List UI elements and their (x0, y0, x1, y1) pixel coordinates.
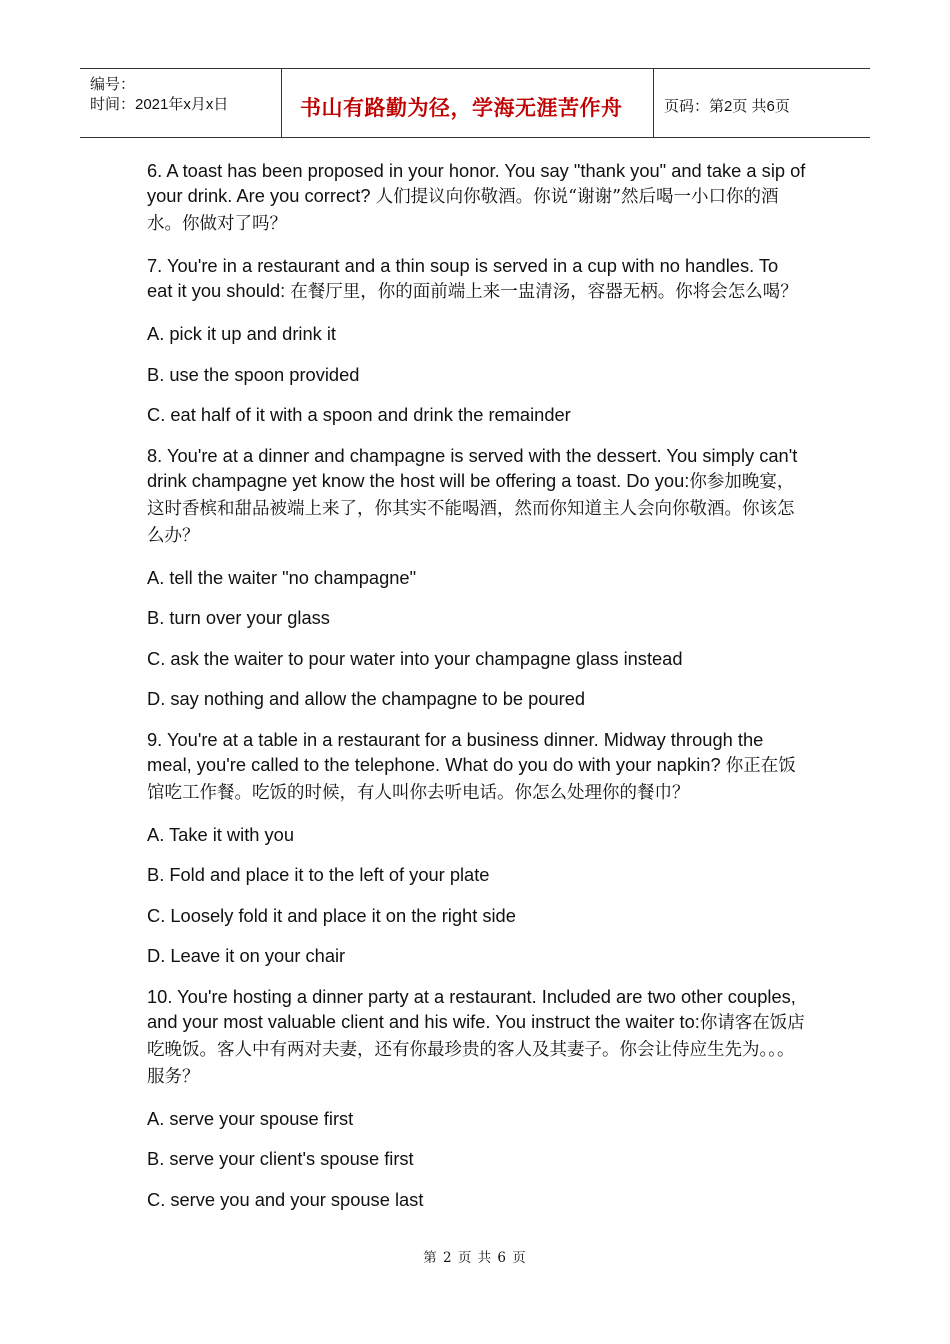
option: B. turn over your glass (147, 607, 330, 628)
motto: 书山有路勤为径，学海无涯苦作舟 (300, 96, 623, 120)
option: C. ask the waiter to pour water into your champagne glass instead (147, 647, 683, 669)
question-8 (147, 443, 807, 549)
option: B. use the spoon provided (147, 363, 360, 385)
question-text-zh: 你正在饭馆吃工作餐。吃饭的时候，有人叫你去听电话。你怎么处理你的餐巾？ (147, 755, 796, 803)
question-text-en: 9. You're at a table in a restaurant for a business dinner. Midway through the meal, you're called to the telephone. What do you do with your napkin? (147, 728, 764, 775)
question-7 (147, 253, 807, 305)
option: D. Leave it on your chair (147, 945, 346, 966)
time-label: 时间：2021年x月x日 (90, 96, 229, 113)
option: A. tell the waiter "no champagne" (147, 566, 417, 588)
option: A. Take it with you (147, 823, 294, 845)
option: B. serve your client's spouse first (147, 1148, 414, 1169)
document-body (147, 158, 807, 1227)
document-header (80, 68, 870, 138)
option: A. serve your spouse first (147, 1107, 354, 1129)
question-6 (147, 158, 807, 237)
question-text-en: 10. You're hosting a dinner party at a restaurant. Included are two other couples, and your most valuable client and his wife. You instruct the waiter to: (147, 985, 796, 1032)
number-label: 编号： (90, 76, 136, 93)
question-9 (147, 727, 807, 806)
option: C. eat half of it with a spoon and drink the remainder (147, 404, 571, 425)
question-text-en: 8. You're at a dinner and champagne is served with the dessert. You simply can't drink champagne yet know the host will be offering a toast. Do you: (147, 444, 798, 491)
page-footer: 第 2 页 共 6 页 (423, 1250, 527, 1266)
option: D. say nothing and allow the champagne to be poured (147, 688, 586, 709)
option: B. Fold and place it to the left of your plate (147, 864, 490, 885)
question-text-zh: 在餐厅里，你的面前端上来一盅清汤，容器无柄。你将会怎么喝？ (290, 282, 798, 302)
header-page-cell (654, 69, 870, 137)
question-text-zh: 你请客在饭店吃晚饭。客人中有两对夫妻，还有你最珍贵的客人及其妻子。你会让侍应生先为。。。服务？ (147, 1012, 805, 1087)
header-motto-cell (282, 69, 654, 137)
question-text-en: 6. A toast has been proposed in your honor. You say "thank you" and take a sip of your drink. Are you correct? (147, 160, 806, 206)
page-info: 页码：第2页 共6页 (664, 98, 790, 115)
option: C. Loosely fold it and place it on the right side (147, 904, 516, 926)
option: A. pick it up and drink it (147, 323, 336, 344)
question-text-zh: 你参加晚宴，这时香槟和甜品被端上来了，你其实不能喝酒，然而你知道主人会向你敬酒。你该怎么办？ (147, 471, 795, 546)
question-text-zh: 人们提议向你敬酒。你说“谢谢”然后喝一小口你的酒水。你做对了吗？ (147, 187, 779, 234)
header-info-cell (80, 69, 282, 137)
question-10 (147, 984, 807, 1090)
option: C. serve you and your spouse last (147, 1188, 424, 1210)
question-text-en: 7. You're in a restaurant and a thin soup is served in a cup with no handles. To eat it you should: (147, 255, 779, 301)
